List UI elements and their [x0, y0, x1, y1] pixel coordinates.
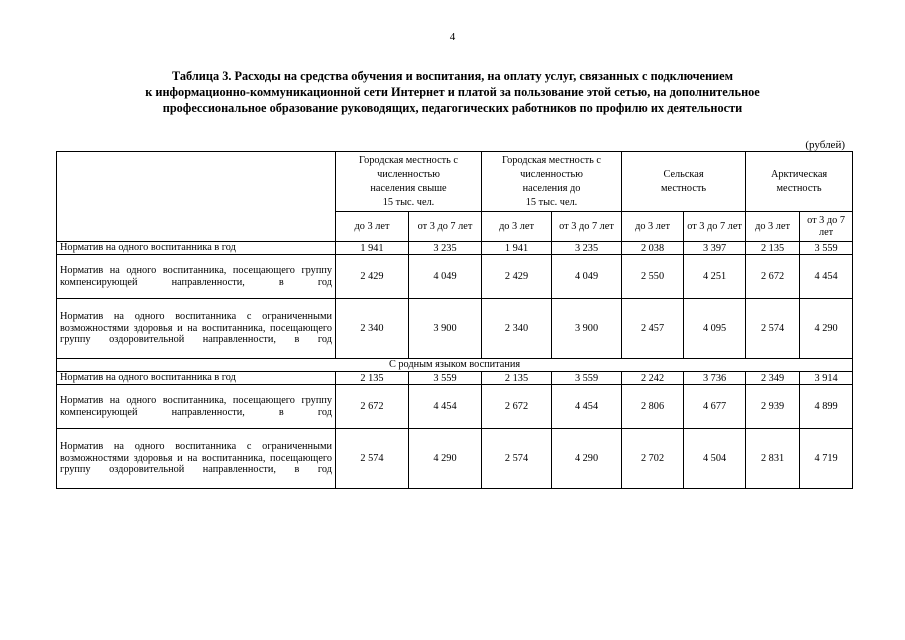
table-row — [57, 299, 853, 359]
table-row — [57, 255, 853, 299]
group-line: 15 тыс. чел. — [525, 196, 578, 208]
column-group-rural — [622, 152, 746, 212]
value-cell: 2 429 — [336, 255, 409, 299]
value-cell: 3 235 — [409, 242, 482, 255]
group-line: местность — [660, 182, 707, 194]
group-line: Сельская — [663, 168, 704, 180]
expenses-table — [56, 151, 853, 489]
value-cell: 2 672 — [482, 385, 552, 429]
group-line: Городская местность с — [359, 154, 458, 166]
table-title — [40, 68, 865, 116]
value-cell: 1 941 — [482, 242, 552, 255]
units-label: (рублей) — [805, 139, 845, 151]
section-header-row — [57, 359, 853, 372]
header-empty-cell — [57, 152, 336, 242]
value-cell: 2 574 — [746, 299, 800, 359]
value-cell: 3 914 — [800, 372, 853, 385]
value-cell: 4 454 — [409, 385, 482, 429]
subcolumn-under-3: до 3 лет — [746, 212, 800, 242]
page-number: 4 — [449, 31, 456, 43]
value-cell: 4 899 — [800, 385, 853, 429]
value-cell: 4 290 — [800, 299, 853, 359]
value-cell: 4 677 — [684, 385, 746, 429]
value-cell: 2 550 — [622, 255, 684, 299]
value-cell: 3 559 — [409, 372, 482, 385]
subcolumn-3-to-7: от 3 до 7 лет — [800, 212, 853, 242]
value-cell: 3 736 — [684, 372, 746, 385]
row-label: Норматив на одного воспитанника с ограниченными возможностями здоровья и на воспитанника, посещающего группу оздоровительной направленности, в год — [57, 429, 336, 489]
value-cell: 2 135 — [746, 242, 800, 255]
value-cell: 2 135 — [482, 372, 552, 385]
value-cell: 2 939 — [746, 385, 800, 429]
value-cell: 3 900 — [409, 299, 482, 359]
table-row — [57, 385, 853, 429]
table-row — [57, 242, 853, 255]
value-cell: 2 038 — [622, 242, 684, 255]
value-cell: 4 049 — [552, 255, 622, 299]
row-label: Норматив на одного воспитанника в год — [57, 242, 336, 255]
value-cell: 4 095 — [684, 299, 746, 359]
header-row-groups — [57, 152, 853, 212]
subcolumn-3-to-7: от 3 до 7 лет — [684, 212, 746, 242]
row-label: Норматив на одного воспитанника, посещающего группу компенсирующей направленности, в год — [57, 255, 336, 299]
table-row — [57, 372, 853, 385]
value-cell: 4 504 — [684, 429, 746, 489]
value-cell: 2 831 — [746, 429, 800, 489]
value-cell: 4 290 — [409, 429, 482, 489]
value-cell: 4 290 — [552, 429, 622, 489]
subcolumn-under-3: до 3 лет — [622, 212, 684, 242]
row-label: Норматив на одного воспитанника, посещающего группу компенсирующей направленности, в год — [57, 385, 336, 429]
table-row — [57, 429, 853, 489]
value-cell: 3 559 — [800, 242, 853, 255]
group-line: населения до — [522, 182, 581, 194]
group-line: Арктическая — [770, 168, 828, 180]
value-cell: 4 719 — [800, 429, 853, 489]
column-group-urban-large — [336, 152, 482, 212]
group-line: численностью — [520, 168, 583, 180]
value-cell: 2 340 — [482, 299, 552, 359]
value-cell: 3 235 — [552, 242, 622, 255]
value-cell: 4 454 — [552, 385, 622, 429]
value-cell: 2 242 — [622, 372, 684, 385]
value-cell: 1 941 — [336, 242, 409, 255]
title-line-3: профессиональное образование руководящих, педагогических работников по профилю их деятельности — [162, 101, 743, 115]
value-cell: 2 349 — [746, 372, 800, 385]
group-line: населения свыше — [370, 182, 447, 194]
group-line: численностью — [377, 168, 440, 180]
value-cell: 3 559 — [552, 372, 622, 385]
column-group-urban-small — [482, 152, 622, 212]
value-cell: 4 454 — [800, 255, 853, 299]
value-cell: 2 672 — [336, 385, 409, 429]
value-cell: 2 429 — [482, 255, 552, 299]
value-cell: 2 135 — [336, 372, 409, 385]
value-cell: 3 397 — [684, 242, 746, 255]
value-cell: 4 251 — [684, 255, 746, 299]
value-cell: 2 574 — [482, 429, 552, 489]
value-cell: 2 457 — [622, 299, 684, 359]
value-cell: 2 806 — [622, 385, 684, 429]
value-cell: 2 574 — [336, 429, 409, 489]
row-label: Норматив на одного воспитанника с ограниченными возможностями здоровья и на воспитанника, посещающего группу оздоровительной направленности, в год — [57, 299, 336, 359]
subcolumn-3-to-7: от 3 до 7 лет — [409, 212, 482, 242]
value-cell: 2 702 — [622, 429, 684, 489]
group-line: местность — [776, 182, 822, 194]
value-cell: 4 049 — [409, 255, 482, 299]
subcolumn-under-3: до 3 лет — [336, 212, 409, 242]
subcolumn-3-to-7: от 3 до 7 лет — [552, 212, 622, 242]
title-line-2: к информационно-коммуникационной сети Интернет и платой за пользование этой сетью, на дополнительное — [145, 85, 760, 99]
column-group-arctic — [746, 152, 853, 212]
row-label: Норматив на одного воспитанника в год — [57, 372, 336, 385]
value-cell: 3 900 — [552, 299, 622, 359]
value-cell: 2 340 — [336, 299, 409, 359]
subcolumn-under-3: до 3 лет — [482, 212, 552, 242]
group-line: 15 тыс. чел. — [382, 196, 435, 208]
section-title: С родным языком воспитания — [57, 359, 853, 372]
value-cell: 2 672 — [746, 255, 800, 299]
title-line-1: Таблица 3. Расходы на средства обучения и воспитания, на оплату услуг, связанных с подключением — [172, 69, 733, 83]
group-line: Городская местность с — [502, 154, 602, 166]
